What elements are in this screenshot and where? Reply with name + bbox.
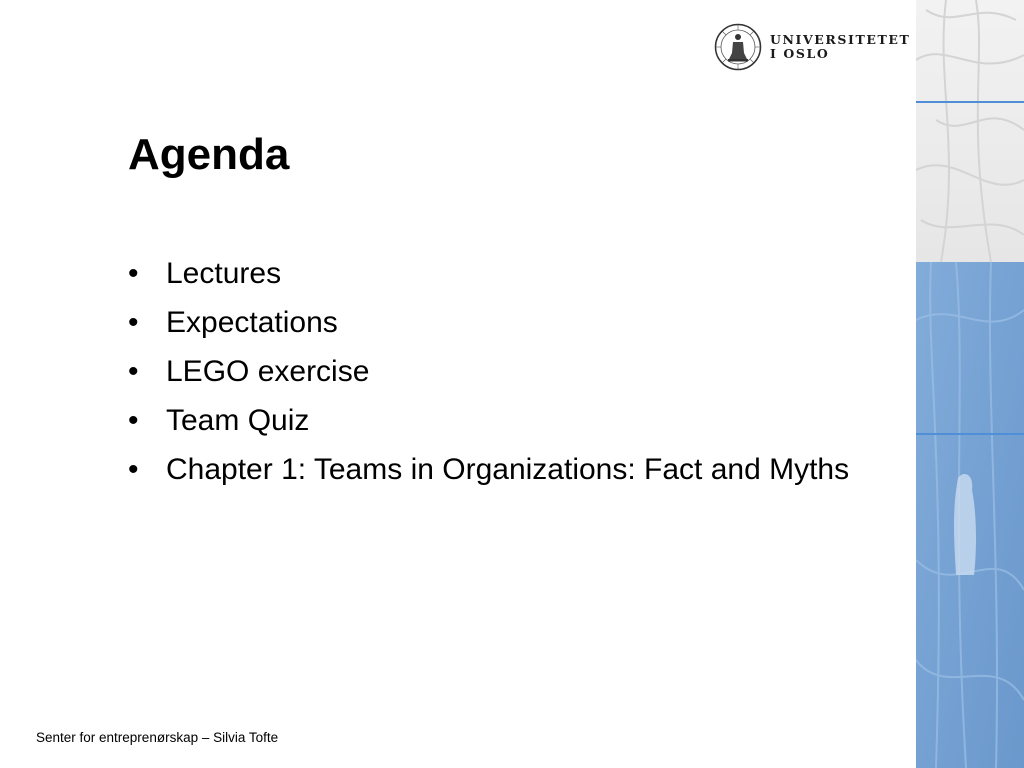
agenda-item-text: Chapter 1: Teams in Organizations: Fact and Myths	[166, 453, 850, 486]
slide-title: Agenda	[128, 130, 290, 179]
agenda-list	[128, 254, 868, 499]
agenda-item	[128, 401, 868, 441]
bullet-icon: •	[128, 453, 139, 486]
agenda-item	[128, 303, 868, 343]
university-seal-icon	[714, 23, 762, 71]
bullet-icon: •	[128, 306, 139, 339]
agenda-item	[128, 450, 868, 490]
agenda-item	[128, 254, 868, 294]
bullet-icon: •	[128, 404, 139, 437]
agenda-item-text: Expectations	[166, 306, 338, 339]
decorative-side-panel	[916, 0, 1024, 768]
slide-footer: Senter for entreprenørskap – Silvia Tofte	[36, 730, 279, 745]
agenda-item-text: Team Quiz	[166, 404, 310, 437]
logo-line-1: UNIVERSITETET	[770, 32, 911, 47]
logo-line-2: I OSLO	[770, 46, 830, 61]
agenda-item-text: Lectures	[166, 257, 282, 290]
agenda-item	[128, 352, 868, 392]
statue-background-image	[916, 0, 1024, 768]
university-logo	[714, 22, 910, 72]
agenda-item-text: LEGO exercise	[166, 355, 370, 388]
bullet-icon: •	[128, 355, 139, 388]
bullet-icon: •	[128, 257, 139, 290]
